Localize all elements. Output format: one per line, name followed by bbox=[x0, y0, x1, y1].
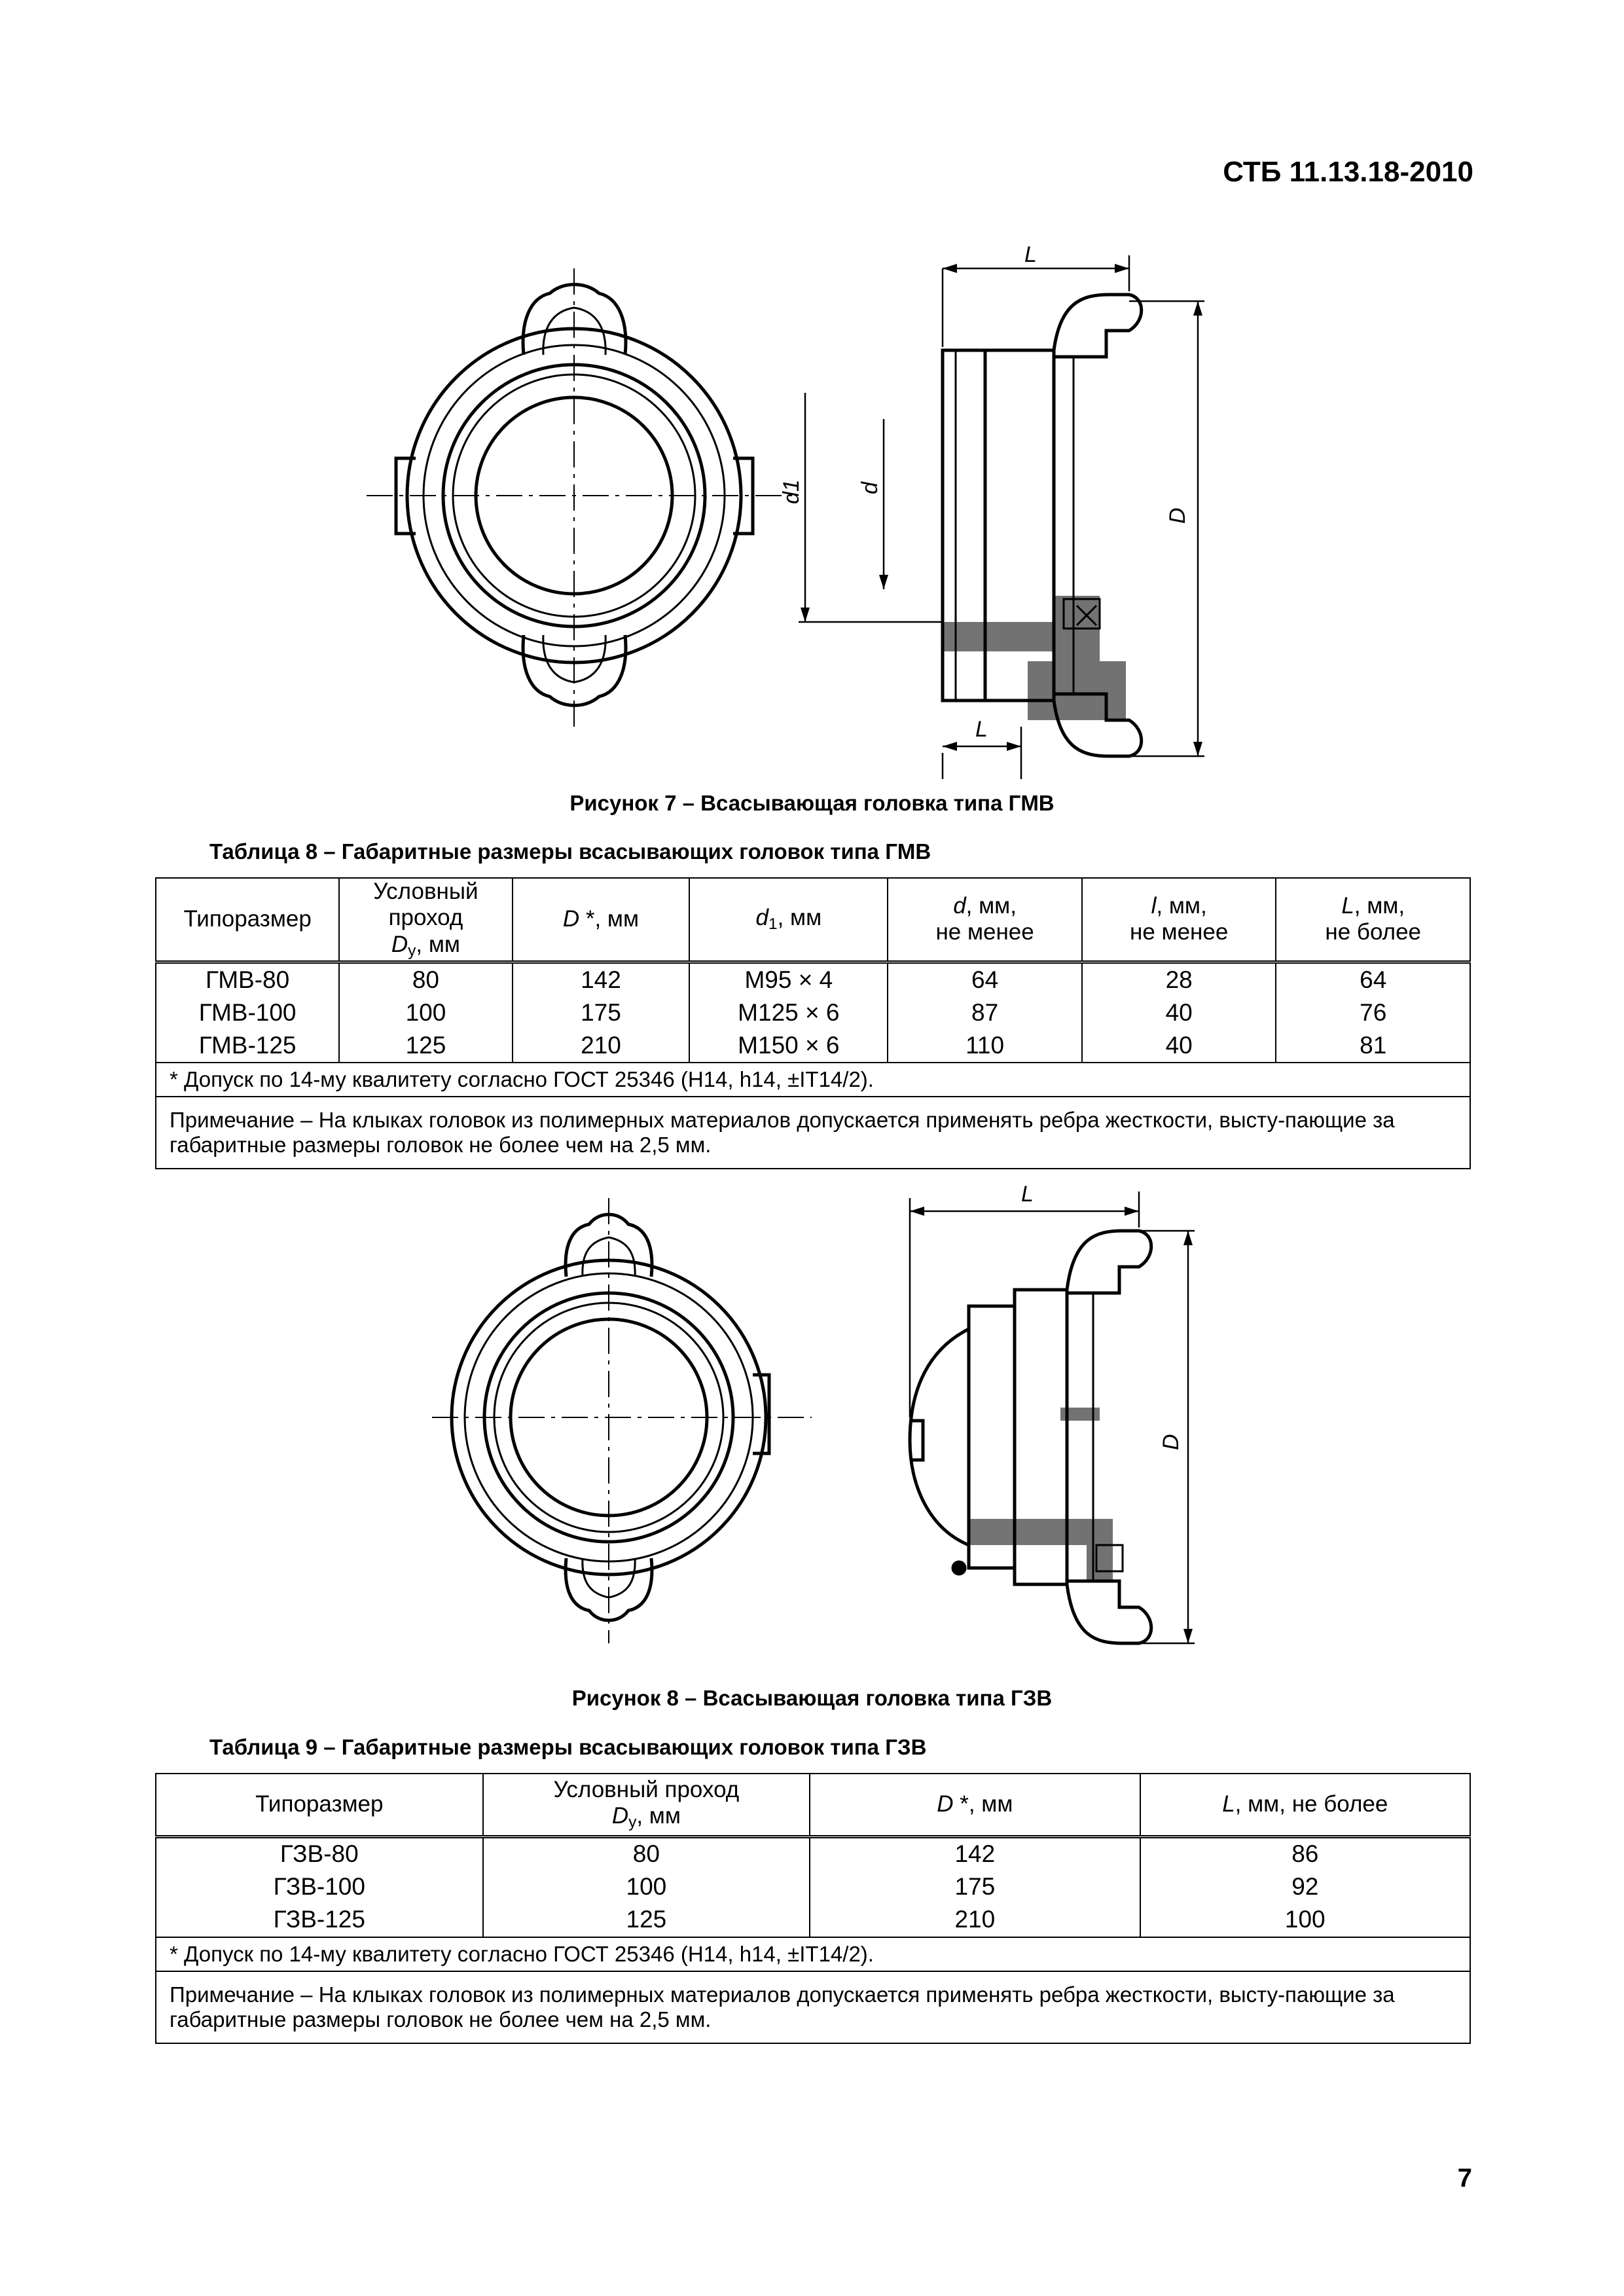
table-8-header-d1: $d_1$, мм bbox=[689, 878, 888, 962]
table-cell: M125 × 6 bbox=[689, 996, 888, 1029]
page-number: 7 bbox=[1457, 2164, 1472, 2193]
table-9-header-row bbox=[156, 1774, 1470, 1836]
table-9-header-L: L, мм, не более bbox=[1140, 1774, 1470, 1836]
document-code: СТБ 11.13.18-2010 bbox=[1223, 156, 1473, 188]
table-cell: 125 bbox=[483, 1904, 810, 1937]
table-cell: 100 bbox=[1140, 1904, 1470, 1937]
table-cell: 175 bbox=[810, 1871, 1140, 1904]
table-row bbox=[156, 1029, 1470, 1063]
figure-8-drawing bbox=[367, 1178, 1283, 1676]
table-9 bbox=[155, 1773, 1471, 2044]
figure-7-drawing bbox=[367, 242, 1283, 779]
table-cell: 142 bbox=[513, 962, 690, 996]
table-8-header-type: Типоразмер bbox=[156, 878, 339, 962]
table-9-note-row bbox=[156, 1971, 1470, 2043]
table-8-note: Примечание – На клыках головок из полимерных материалов допускается применять ребра жесткости, высту-пающие за габаритные размеры головок не более чем на 2,5 мм. bbox=[156, 1097, 1470, 1169]
table-9-header-dy: Условный проход $D_у$, мм bbox=[483, 1774, 810, 1836]
figure-8-dim-D-label: D bbox=[1159, 1434, 1183, 1450]
table-row bbox=[156, 1836, 1470, 1871]
table-cell: 142 bbox=[810, 1836, 1140, 1871]
table-cell: M95 × 4 bbox=[689, 962, 888, 996]
table-cell: 92 bbox=[1140, 1871, 1470, 1904]
table-9-header-type: Типоразмер bbox=[156, 1774, 483, 1836]
table-row bbox=[156, 1904, 1470, 1937]
figure-8-dim-L-label: L bbox=[1021, 1182, 1034, 1207]
table-8-footnote-row bbox=[156, 1063, 1470, 1097]
table-row bbox=[156, 996, 1470, 1029]
table-cell: 76 bbox=[1276, 996, 1470, 1029]
table-8-header-D: D *, мм bbox=[513, 878, 690, 962]
figure-8-caption: Рисунок 8 – Всасывающая головка типа ГЗВ bbox=[571, 1686, 1053, 1710]
table-8-header-row bbox=[156, 878, 1470, 962]
table-9-title: Таблица 9 – Габаритные размеры всасывающих головок типа ГЗВ bbox=[209, 1735, 927, 1759]
table-8-title: Таблица 8 – Габаритные размеры всасывающих головок типа ГМВ bbox=[209, 839, 931, 864]
table-cell: 175 bbox=[513, 996, 690, 1029]
table-cell: ГМВ-125 bbox=[156, 1029, 339, 1063]
table-cell: 40 bbox=[1082, 996, 1276, 1029]
table-8-header-d: d, мм, не менее bbox=[888, 878, 1082, 962]
table-cell: ГМВ-80 bbox=[156, 962, 339, 996]
table-row bbox=[156, 962, 1470, 996]
table-cell: 64 bbox=[1276, 962, 1470, 996]
table-8-footnote: * Допуск по 14-му квалитету согласно ГОСТ 25346 (H14, h14, ±IT14/2). bbox=[156, 1063, 1470, 1097]
table-9-footnote: * Допуск по 14-му квалитету согласно ГОСТ 25346 (H14, h14, ±IT14/2). bbox=[156, 1937, 1470, 1971]
figure-7-dim-L-label: L bbox=[1024, 242, 1037, 267]
table-8-note-row bbox=[156, 1097, 1470, 1169]
figure-7-dim-l-label: L bbox=[975, 717, 988, 742]
table-cell: 81 bbox=[1276, 1029, 1470, 1063]
figure-7-caption: Рисунок 7 – Всасывающая головка типа ГМВ bbox=[569, 791, 1055, 815]
figure-7-dim-D-label: D bbox=[1165, 507, 1190, 524]
table-9-header-D: D *, мм bbox=[810, 1774, 1140, 1836]
table-cell: 80 bbox=[339, 962, 512, 996]
table-cell: M150 × 6 bbox=[689, 1029, 888, 1063]
table-cell: 40 bbox=[1082, 1029, 1276, 1063]
table-8-header-L: L, мм, не более bbox=[1276, 878, 1470, 962]
table-cell: 210 bbox=[810, 1904, 1140, 1937]
table-cell: ГЗВ-125 bbox=[156, 1904, 483, 1937]
table-cell: 100 bbox=[483, 1871, 810, 1904]
table-cell: 100 bbox=[339, 996, 512, 1029]
figure-7-dim-d-label: d bbox=[857, 482, 882, 494]
figure-7-dim-d1-label: d1 bbox=[779, 479, 804, 504]
table-cell: 80 bbox=[483, 1836, 810, 1871]
table-cell: ГМВ-100 bbox=[156, 996, 339, 1029]
table-8-header-dy: Условный проход $D_у$, мм bbox=[339, 878, 512, 962]
table-cell: 110 bbox=[888, 1029, 1082, 1063]
table-cell: 86 bbox=[1140, 1836, 1470, 1871]
table-cell: 28 bbox=[1082, 962, 1276, 996]
table-cell: ГЗВ-100 bbox=[156, 1871, 483, 1904]
table-cell: 64 bbox=[888, 962, 1082, 996]
table-cell: 125 bbox=[339, 1029, 512, 1063]
table-cell: ГЗВ-80 bbox=[156, 1836, 483, 1871]
table-9-footnote-row bbox=[156, 1937, 1470, 1971]
table-8 bbox=[155, 877, 1471, 1169]
table-9-note: Примечание – На клыках головок из полимерных материалов допускается применять ребра жесткости, высту-пающие за габаритные размеры головок не более чем на 2,5 мм. bbox=[156, 1971, 1470, 2043]
table-8-header-l: l, мм, не менее bbox=[1082, 878, 1276, 962]
table-cell: 210 bbox=[513, 1029, 690, 1063]
table-cell: 87 bbox=[888, 996, 1082, 1029]
table-row bbox=[156, 1871, 1470, 1904]
